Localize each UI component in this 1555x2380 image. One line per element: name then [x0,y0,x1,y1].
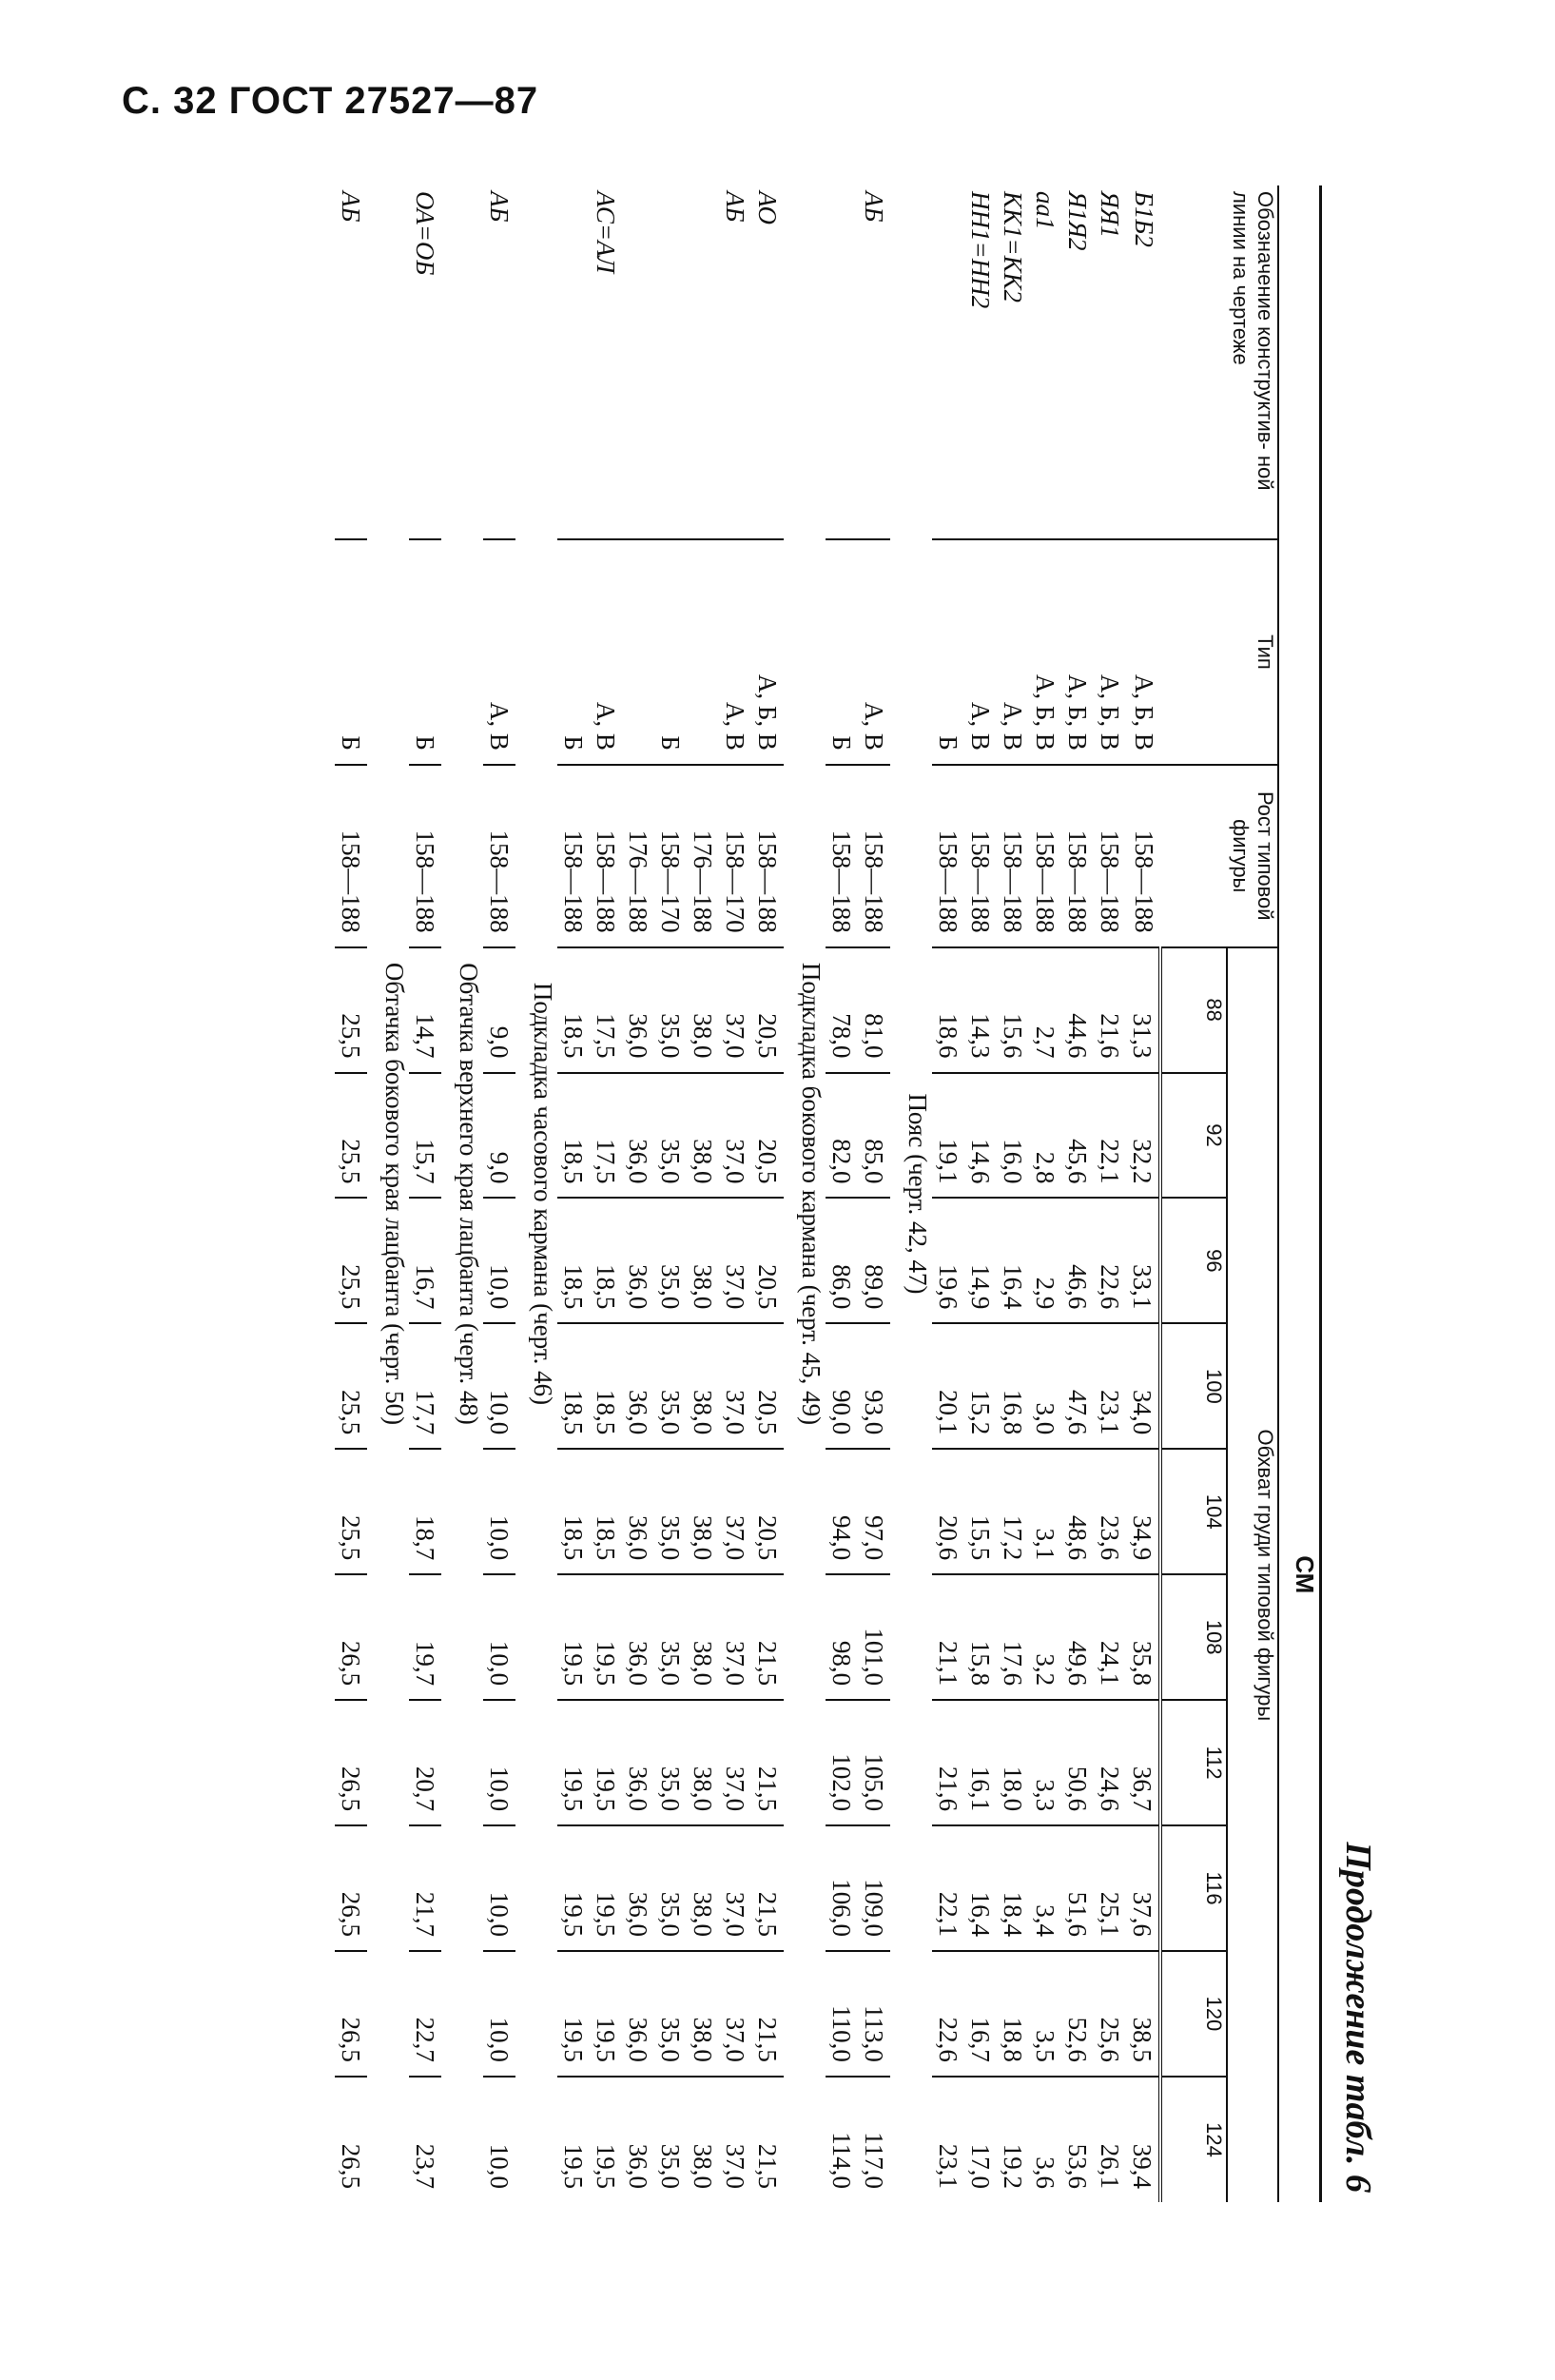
cell-value: 32,2 [1127,1073,1161,1199]
cell-value: 15,2 [965,1323,998,1449]
cell-designation: АС=АЛ [592,191,621,274]
cell-value: 25,5 [336,1198,368,1323]
header-size-116: 116 [1161,1825,1228,1951]
cell-value: 10,0 [484,1574,516,1700]
cell-value: 19,5 [591,1700,623,1825]
cell-value: 49,6 [1062,1574,1095,1700]
cell-value: 36,0 [623,2077,655,2202]
cell-value: 46,6 [1062,1198,1095,1323]
cell-designation: ОА=ОБ [411,191,440,276]
cell-value: 31,3 [1127,947,1161,1073]
cell-value: 3,0 [1030,1323,1062,1449]
cell-value: 93,0 [859,1323,891,1449]
cell-value: 14,9 [965,1198,998,1323]
cell-value: 37,0 [720,1825,752,1951]
cell-value: 37,0 [720,2077,752,2202]
cell-value: 17,5 [591,1073,623,1199]
cell-designation: ЯЯ1 [1096,191,1125,238]
header-size-88: 88 [1161,947,1228,1073]
units-label: СМ [1279,947,1321,2202]
cell-value: 53,6 [1062,2077,1095,2202]
cell-value: 18,5 [591,1449,623,1574]
section-row [442,185,484,2202]
cell-value: 38,0 [688,947,720,1073]
cell-value: 22,6 [933,1951,965,2077]
cell-value: 19,1 [933,1073,965,1199]
cell-value: 19,5 [558,1574,591,1700]
cell-type: А, В [591,539,623,765]
cell-value: 86,0 [826,1198,859,1323]
cell-value: 37,0 [720,1323,752,1449]
cell-value: 36,0 [623,1323,655,1449]
cell-value: 36,0 [623,1951,655,2077]
cell-value: 48,6 [1062,1449,1095,1574]
cell-value: 26,5 [336,1700,368,1825]
cell-height: 158—170 [720,765,752,947]
cell-value: 2,9 [1030,1198,1062,1323]
cell-type: А, Б, В [1127,539,1161,765]
header-height: Рост типовой фигуры [1161,765,1279,947]
cell-type: Б [410,539,442,765]
cell-value: 21,1 [933,1574,965,1700]
cell-value: 47,6 [1062,1323,1095,1449]
cell-value: 15,6 [998,947,1030,1073]
cell-value: 3,6 [1030,2077,1062,2202]
page-header: С. 32 ГОСТ 27527—87 [122,80,539,122]
cell-value: 35,0 [655,1198,688,1323]
cell-value: 15,8 [965,1574,998,1700]
cell-value: 26,5 [336,1951,368,2077]
cell-value: 14,7 [410,947,442,1073]
cell-value: 25,5 [336,1073,368,1199]
cell-value: 35,0 [655,1449,688,1574]
cell-value: 21,5 [752,1951,785,2077]
table-row [1095,185,1127,2202]
cell-value: 18,5 [558,1073,591,1199]
cell-height: 158—188 [1030,765,1062,947]
cell-value: 109,0 [859,1825,891,1951]
cell-type: А, Б, В [1095,539,1127,765]
cell-value: 21,5 [752,1700,785,1825]
cell-height: 158—188 [859,765,891,947]
cell-value: 16,7 [965,1951,998,2077]
cell-type: А, В [484,539,516,765]
cell-type: А, В [998,539,1030,765]
table-row [1127,185,1161,2202]
cell-value: 20,7 [410,1700,442,1825]
cell-value: 18,5 [558,1198,591,1323]
cell-value: 36,0 [623,947,655,1073]
cell-value: 38,0 [688,2077,720,2202]
cell-height: 158—188 [558,765,591,947]
header-size-124: 124 [1161,2077,1228,2202]
cell-value: 14,3 [965,947,998,1073]
cell-type: Б [336,539,368,765]
cell-value: 18,4 [998,1825,1030,1951]
cell-value: 36,7 [1127,1700,1161,1825]
cell-value: 25,5 [336,1323,368,1449]
cell-height: 176—188 [688,765,720,947]
cell-value: 38,0 [688,1073,720,1199]
table-row [1062,185,1095,2202]
cell-value: 35,0 [655,1323,688,1449]
cell-designation [623,185,655,539]
cell-type: А, Б, В [752,539,785,765]
cell-value: 19,5 [591,2077,623,2202]
cell-value: 102,0 [826,1700,859,1825]
cell-designation: Б1Б2 [1130,191,1159,247]
cell-value: 37,0 [720,1073,752,1199]
cell-value: 22,1 [933,1825,965,1951]
cell-value: 22,6 [1095,1198,1127,1323]
cell-value: 35,8 [1127,1574,1161,1700]
table-row [410,185,442,2202]
section-title: Обтачка верхнего края лацбанта (черт. 48) [455,963,484,1425]
cell-height: 158—188 [1127,765,1161,947]
cell-value: 23,1 [1095,1323,1127,1449]
cell-designation: АО [753,191,783,224]
header-size-96: 96 [1161,1198,1228,1323]
table-row [336,185,368,2202]
cell-value: 37,0 [720,1700,752,1825]
cell-designation [558,185,591,539]
cell-designation: Я1Я2 [1063,191,1093,251]
table-row [688,185,720,2202]
section-row [368,185,410,2202]
cell-value: 37,6 [1127,1825,1161,1951]
table-row [965,185,998,2202]
section-title: Пояс (черт. 42, 47) [904,1093,933,1295]
table-row [752,185,785,2202]
cell-value: 45,6 [1062,1073,1095,1199]
cell-value: 101,0 [859,1574,891,1700]
cell-height: 158—188 [484,765,516,947]
cell-value: 23,7 [410,2077,442,2202]
cell-value: 25,1 [1095,1825,1127,1951]
cell-value: 34,9 [1127,1449,1161,1574]
cell-value: 37,0 [720,1449,752,1574]
cell-value: 20,5 [752,1198,785,1323]
cell-type: А, Б, В [1030,539,1062,765]
table-row [623,185,655,2202]
header-size-120: 120 [1161,1951,1228,2077]
cell-value: 52,6 [1062,1951,1095,2077]
cell-value: 19,5 [558,1825,591,1951]
cell-value: 24,6 [1095,1700,1127,1825]
header-chest-group: Обхват груди типовой фигуры [1228,947,1279,2202]
units-row [1279,185,1321,2202]
cell-value: 94,0 [826,1449,859,1574]
cell-height: 158—188 [336,765,368,947]
cell-designation [933,185,965,539]
cell-value: 10,0 [484,1951,516,2077]
cell-value: 15,7 [410,1073,442,1199]
rotated-table-container [181,185,1378,2202]
cell-height: 158—188 [933,765,965,947]
cell-value: 50,6 [1062,1700,1095,1825]
table-row [933,185,965,2202]
cell-height: 158—188 [752,765,785,947]
cell-value: 26,5 [336,1574,368,1700]
section-row [785,185,826,2202]
cell-value: 35,0 [655,1073,688,1199]
cell-value: 21,5 [752,2077,785,2202]
cell-value: 82,0 [826,1073,859,1199]
cell-designation [688,185,720,539]
cell-designation: АБ [337,191,366,223]
cell-value: 18,8 [998,1951,1030,2077]
cell-value: 9,0 [484,947,516,1073]
cell-value: 15,5 [965,1449,998,1574]
cell-value: 20,5 [752,1323,785,1449]
cell-value: 3,3 [1030,1700,1062,1825]
cell-value: 19,5 [558,1951,591,2077]
cell-value: 26,1 [1095,2077,1127,2202]
cell-value: 10,0 [484,1825,516,1951]
cell-height: 176—188 [623,765,655,947]
cell-height: 158—170 [655,765,688,947]
cell-height: 158—188 [410,765,442,947]
cell-value: 36,0 [623,1825,655,1951]
table-row [655,185,688,2202]
cell-value: 17,2 [998,1449,1030,1574]
cell-value: 17,7 [410,1323,442,1449]
cell-value: 35,0 [655,1700,688,1825]
cell-value: 18,5 [591,1323,623,1449]
cell-value: 18,7 [410,1449,442,1574]
section-title: Подкладка часового кармана (черт. 46) [529,982,558,1406]
cell-value: 89,0 [859,1198,891,1323]
cell-value: 16,4 [998,1198,1030,1323]
cell-type [623,539,655,765]
cell-value: 23,6 [1095,1449,1127,1574]
cell-value: 18,5 [558,1449,591,1574]
table-row [998,185,1030,2202]
cell-height: 158—188 [591,765,623,947]
cell-value: 35,0 [655,1825,688,1951]
cell-value: 10,0 [484,1449,516,1574]
cell-value: 51,6 [1062,1825,1095,1951]
cell-value: 17,6 [998,1574,1030,1700]
cell-value: 20,6 [933,1449,965,1574]
cell-height: 158—188 [998,765,1030,947]
cell-designation [826,185,859,539]
cell-value: 81,0 [859,947,891,1073]
cell-designation [655,185,688,539]
cell-designation: АБ [485,191,515,223]
cell-value: 10,0 [484,1700,516,1825]
cell-value: 38,0 [688,1700,720,1825]
cell-type [688,539,720,765]
units-spacer [1279,185,1321,947]
cell-value: 97,0 [859,1449,891,1574]
cell-value: 19,5 [558,2077,591,2202]
header-designation: Обозначение конструктив- ной линии на чертеже [1229,191,1278,491]
cell-value: 21,5 [752,1574,785,1700]
table-body [336,185,1161,2202]
cell-value: 20,1 [933,1323,965,1449]
cell-type: А, В [720,539,752,765]
continuation-title: Продолжение табл. 6 [1338,1842,1378,2193]
table-row [859,185,891,2202]
cell-value: 35,0 [655,947,688,1073]
cell-value: 117,0 [859,2077,891,2202]
cell-value: 37,0 [720,1951,752,2077]
cell-value: 16,4 [965,1825,998,1951]
cell-designation: АБ [860,191,889,223]
cell-designation: НН1=НН2 [966,191,996,309]
header-row-group [1228,185,1279,2202]
table-row [1030,185,1062,2202]
cell-value: 16,8 [998,1323,1030,1449]
cell-designation: аа1 [1031,191,1060,230]
cell-value: 105,0 [859,1700,891,1825]
cell-value: 23,1 [933,2077,965,2202]
cell-value: 36,0 [623,1449,655,1574]
cell-value: 39,4 [1127,2077,1161,2202]
cell-height: 158—188 [1095,765,1127,947]
table-row [826,185,859,2202]
header-size-108: 108 [1161,1574,1228,1700]
cell-value: 22,1 [1095,1073,1127,1199]
section-title: Подкладка бокового кармана (черт. 45, 49) [797,962,826,1426]
cell-value: 38,0 [688,1449,720,1574]
header-size-112: 112 [1161,1700,1228,1825]
cell-value: 16,7 [410,1198,442,1323]
cell-value: 24,1 [1095,1574,1127,1700]
cell-value: 2,7 [1030,947,1062,1073]
cell-value: 36,0 [623,1700,655,1825]
cell-value: 113,0 [859,1951,891,2077]
cell-value: 20,5 [752,1449,785,1574]
cell-designation: АБ [721,191,750,223]
cell-value: 19,6 [933,1198,965,1323]
cell-type: Б [655,539,688,765]
cell-value: 10,0 [484,1323,516,1449]
cell-value: 38,0 [688,1323,720,1449]
cell-value: 3,2 [1030,1574,1062,1700]
cell-value: 34,0 [1127,1323,1161,1449]
cell-value: 10,0 [484,2077,516,2202]
cell-value: 19,5 [558,1700,591,1825]
header-size-104: 104 [1161,1449,1228,1574]
cell-value: 21,7 [410,1825,442,1951]
cell-value: 85,0 [859,1073,891,1199]
cell-value: 38,0 [688,1951,720,2077]
table-row [484,185,516,2202]
cell-value: 35,0 [655,1951,688,2077]
cell-value: 25,5 [336,947,368,1073]
section-row [516,185,558,2202]
cell-value: 18,5 [558,1323,591,1449]
cell-height: 158—188 [965,765,998,947]
section-title: Обтачка бокового края лацбанта (черт. 50) [380,962,410,1426]
cell-value: 36,0 [623,1198,655,1323]
cell-value: 114,0 [826,2077,859,2202]
cell-value: 19,5 [591,1574,623,1700]
section-row [891,185,933,2202]
cell-value: 18,5 [558,947,591,1073]
cell-value: 20,5 [752,1073,785,1199]
cell-value: 90,0 [826,1323,859,1449]
cell-value: 37,0 [720,1198,752,1323]
cell-value: 106,0 [826,1825,859,1951]
cell-value: 21,5 [752,1825,785,1951]
cell-value: 78,0 [826,947,859,1073]
cell-value: 25,6 [1095,1951,1127,2077]
cell-value: 19,2 [998,2077,1030,2202]
cell-value: 20,5 [752,947,785,1073]
cell-value: 21,6 [1095,947,1127,1073]
cell-height: 158—188 [826,765,859,947]
cell-value: 26,5 [336,2077,368,2202]
cell-value: 19,5 [591,1951,623,2077]
table-row [591,185,623,2202]
cell-height: 158—188 [1062,765,1095,947]
header-size-100: 100 [1161,1323,1228,1449]
table-row [720,185,752,2202]
cell-type: А, В [965,539,998,765]
cell-type: Б [933,539,965,765]
cell-designation: КК1=КК2 [999,191,1028,302]
cell-value: 19,5 [591,1825,623,1951]
cell-value: 18,0 [998,1700,1030,1825]
header-type: Тип [1161,539,1279,765]
cell-value: 18,6 [933,947,965,1073]
data-table [336,185,1323,2202]
cell-value: 37,0 [720,947,752,1073]
cell-value: 38,0 [688,1574,720,1700]
cell-value: 35,0 [655,1574,688,1700]
cell-type: А, Б, В [1062,539,1095,765]
cell-value: 16,1 [965,1700,998,1825]
cell-value: 38,0 [688,1198,720,1323]
cell-value: 2,8 [1030,1073,1062,1199]
cell-value: 10,0 [484,1198,516,1323]
cell-value: 36,0 [623,1073,655,1199]
cell-value: 9,0 [484,1073,516,1199]
cell-value: 25,5 [336,1449,368,1574]
cell-value: 3,5 [1030,1951,1062,2077]
cell-type: Б [826,539,859,765]
cell-type: Б [558,539,591,765]
header-size-92: 92 [1161,1073,1228,1199]
cell-value: 22,7 [410,1951,442,2077]
cell-value: 110,0 [826,1951,859,2077]
cell-value: 26,5 [336,1825,368,1951]
cell-type: А, В [859,539,891,765]
cell-value: 17,5 [591,947,623,1073]
cell-value: 37,0 [720,1574,752,1700]
cell-value: 36,0 [623,1574,655,1700]
cell-value: 33,1 [1127,1198,1161,1323]
cell-value: 21,6 [933,1700,965,1825]
cell-value: 44,6 [1062,947,1095,1073]
cell-value: 18,5 [591,1198,623,1323]
cell-value: 14,6 [965,1073,998,1199]
cell-value: 3,4 [1030,1825,1062,1951]
table-row [558,185,591,2202]
cell-value: 38,5 [1127,1951,1161,2077]
cell-value: 35,0 [655,2077,688,2202]
cell-value: 19,7 [410,1574,442,1700]
cell-value: 98,0 [826,1574,859,1700]
cell-value: 38,0 [688,1825,720,1951]
cell-value: 3,1 [1030,1449,1062,1574]
cell-value: 16,0 [998,1073,1030,1199]
cell-value: 17,0 [965,2077,998,2202]
